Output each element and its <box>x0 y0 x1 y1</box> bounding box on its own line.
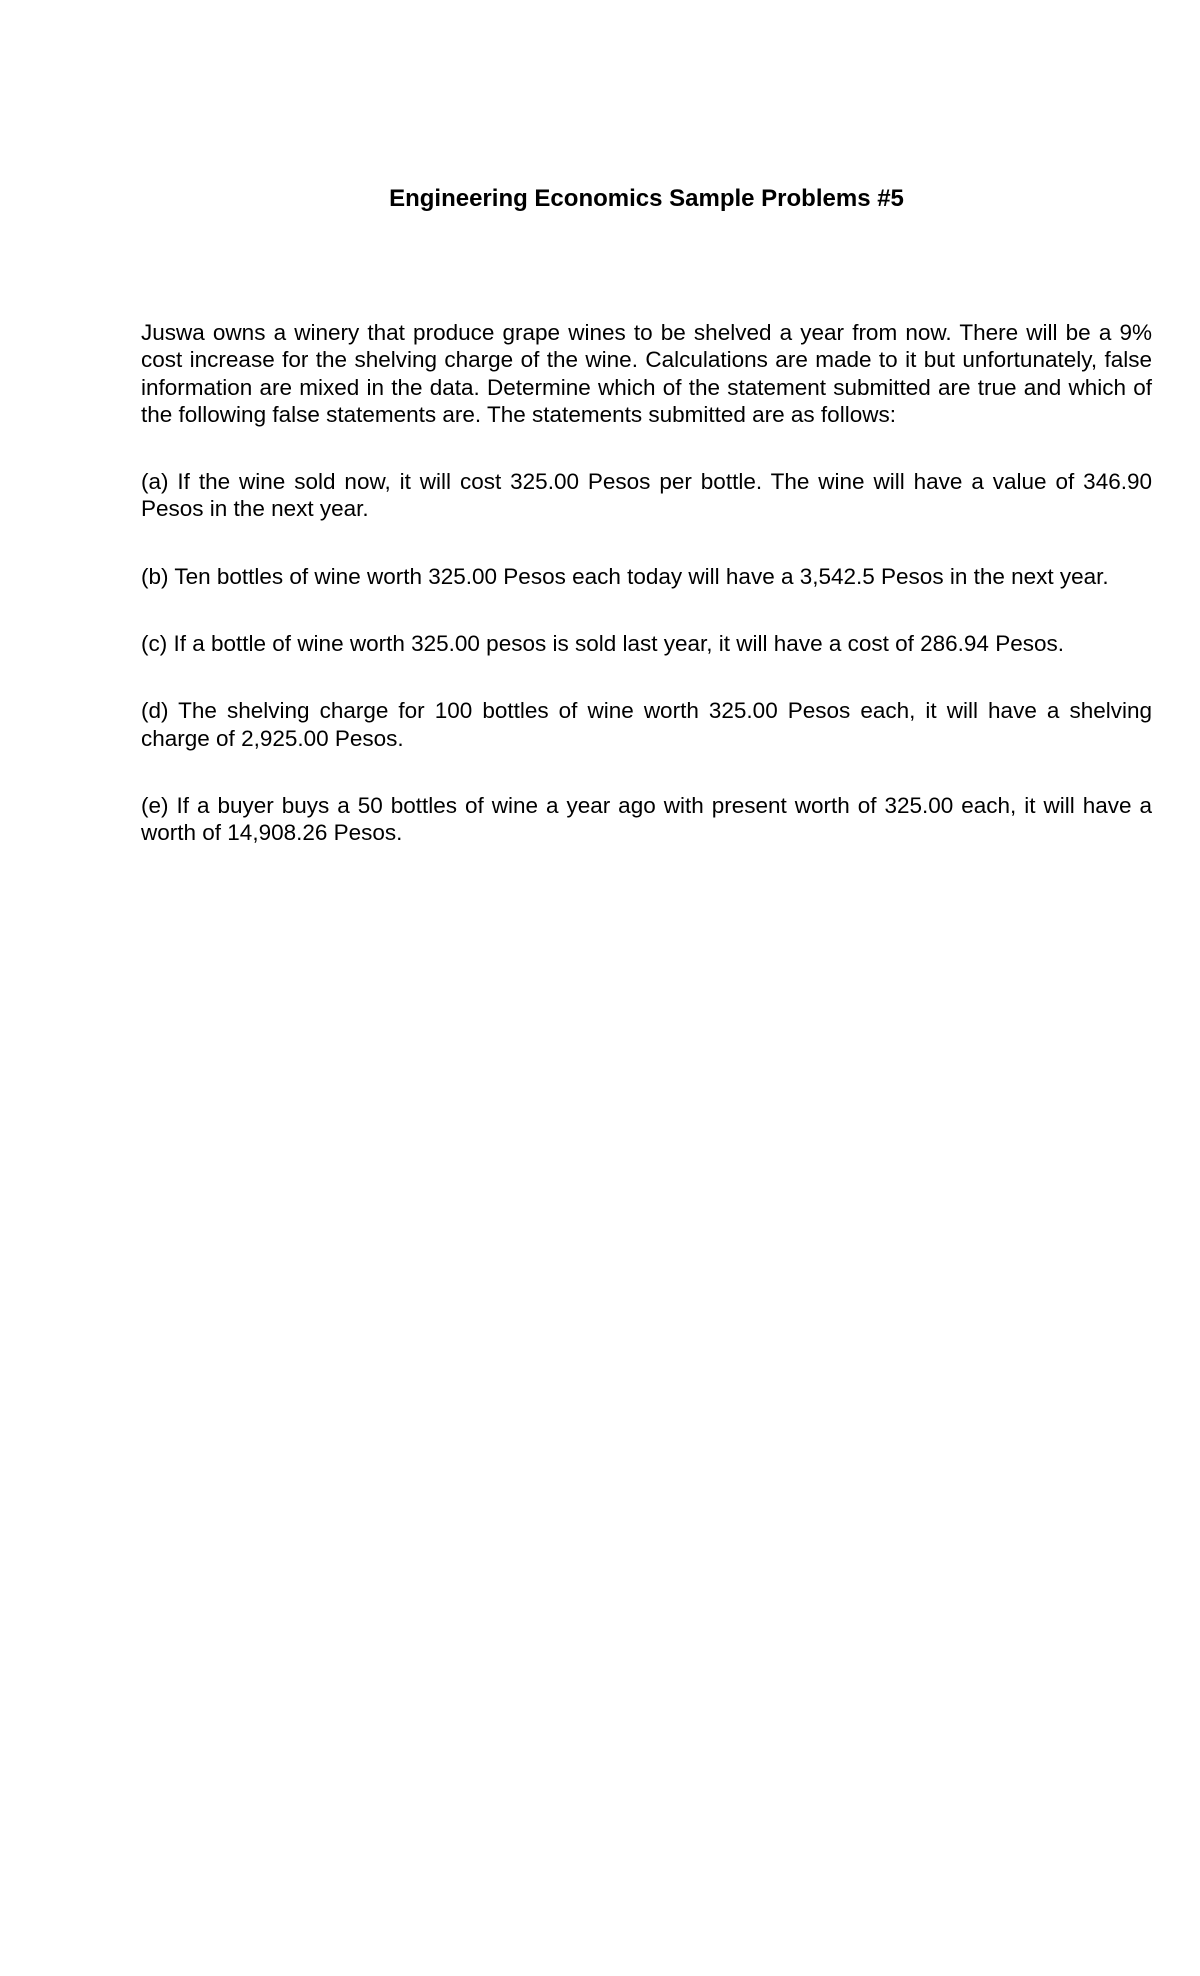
statement-d: (d) The shelving charge for 100 bottles of wine worth 325.00 Pesos each, it will have a shelving charge of 2,925.00 Pesos. <box>141 698 1152 751</box>
document-title: Engineering Economics Sample Problems #5 <box>389 185 904 212</box>
statement-b: (b) Ten bottles of wine worth 325.00 Pesos each today will have a 3,542.5 Pesos in the next year. <box>141 563 1109 589</box>
statement-c: (c) If a bottle of wine worth 325.00 pesos is sold last year, it will have a cost of 286.94 Pesos. <box>141 631 1064 657</box>
statement-a: (a) If the wine sold now, it will cost 325.00 Pesos per bottle. The wine will have a value of 346.90 Pesos in the next year. <box>141 469 1152 522</box>
statement-e: (e) If a buyer buys a 50 bottles of wine a year ago with present worth of 325.00 each, it will have a worth of 14,908.26 Pesos. <box>141 792 1152 846</box>
problem-intro: Juswa owns a winery that produce grape wines to be shelved a year from now. There will be a 9% cost increase for the shelving charge of the wine. Calculations are made to it but unfortunately, false information are mixed in the data. Determine which of the statement submitted are true and which of the following false statements are. The statements submitted are as follows: <box>141 320 1152 427</box>
document-body <box>141 319 1152 887</box>
